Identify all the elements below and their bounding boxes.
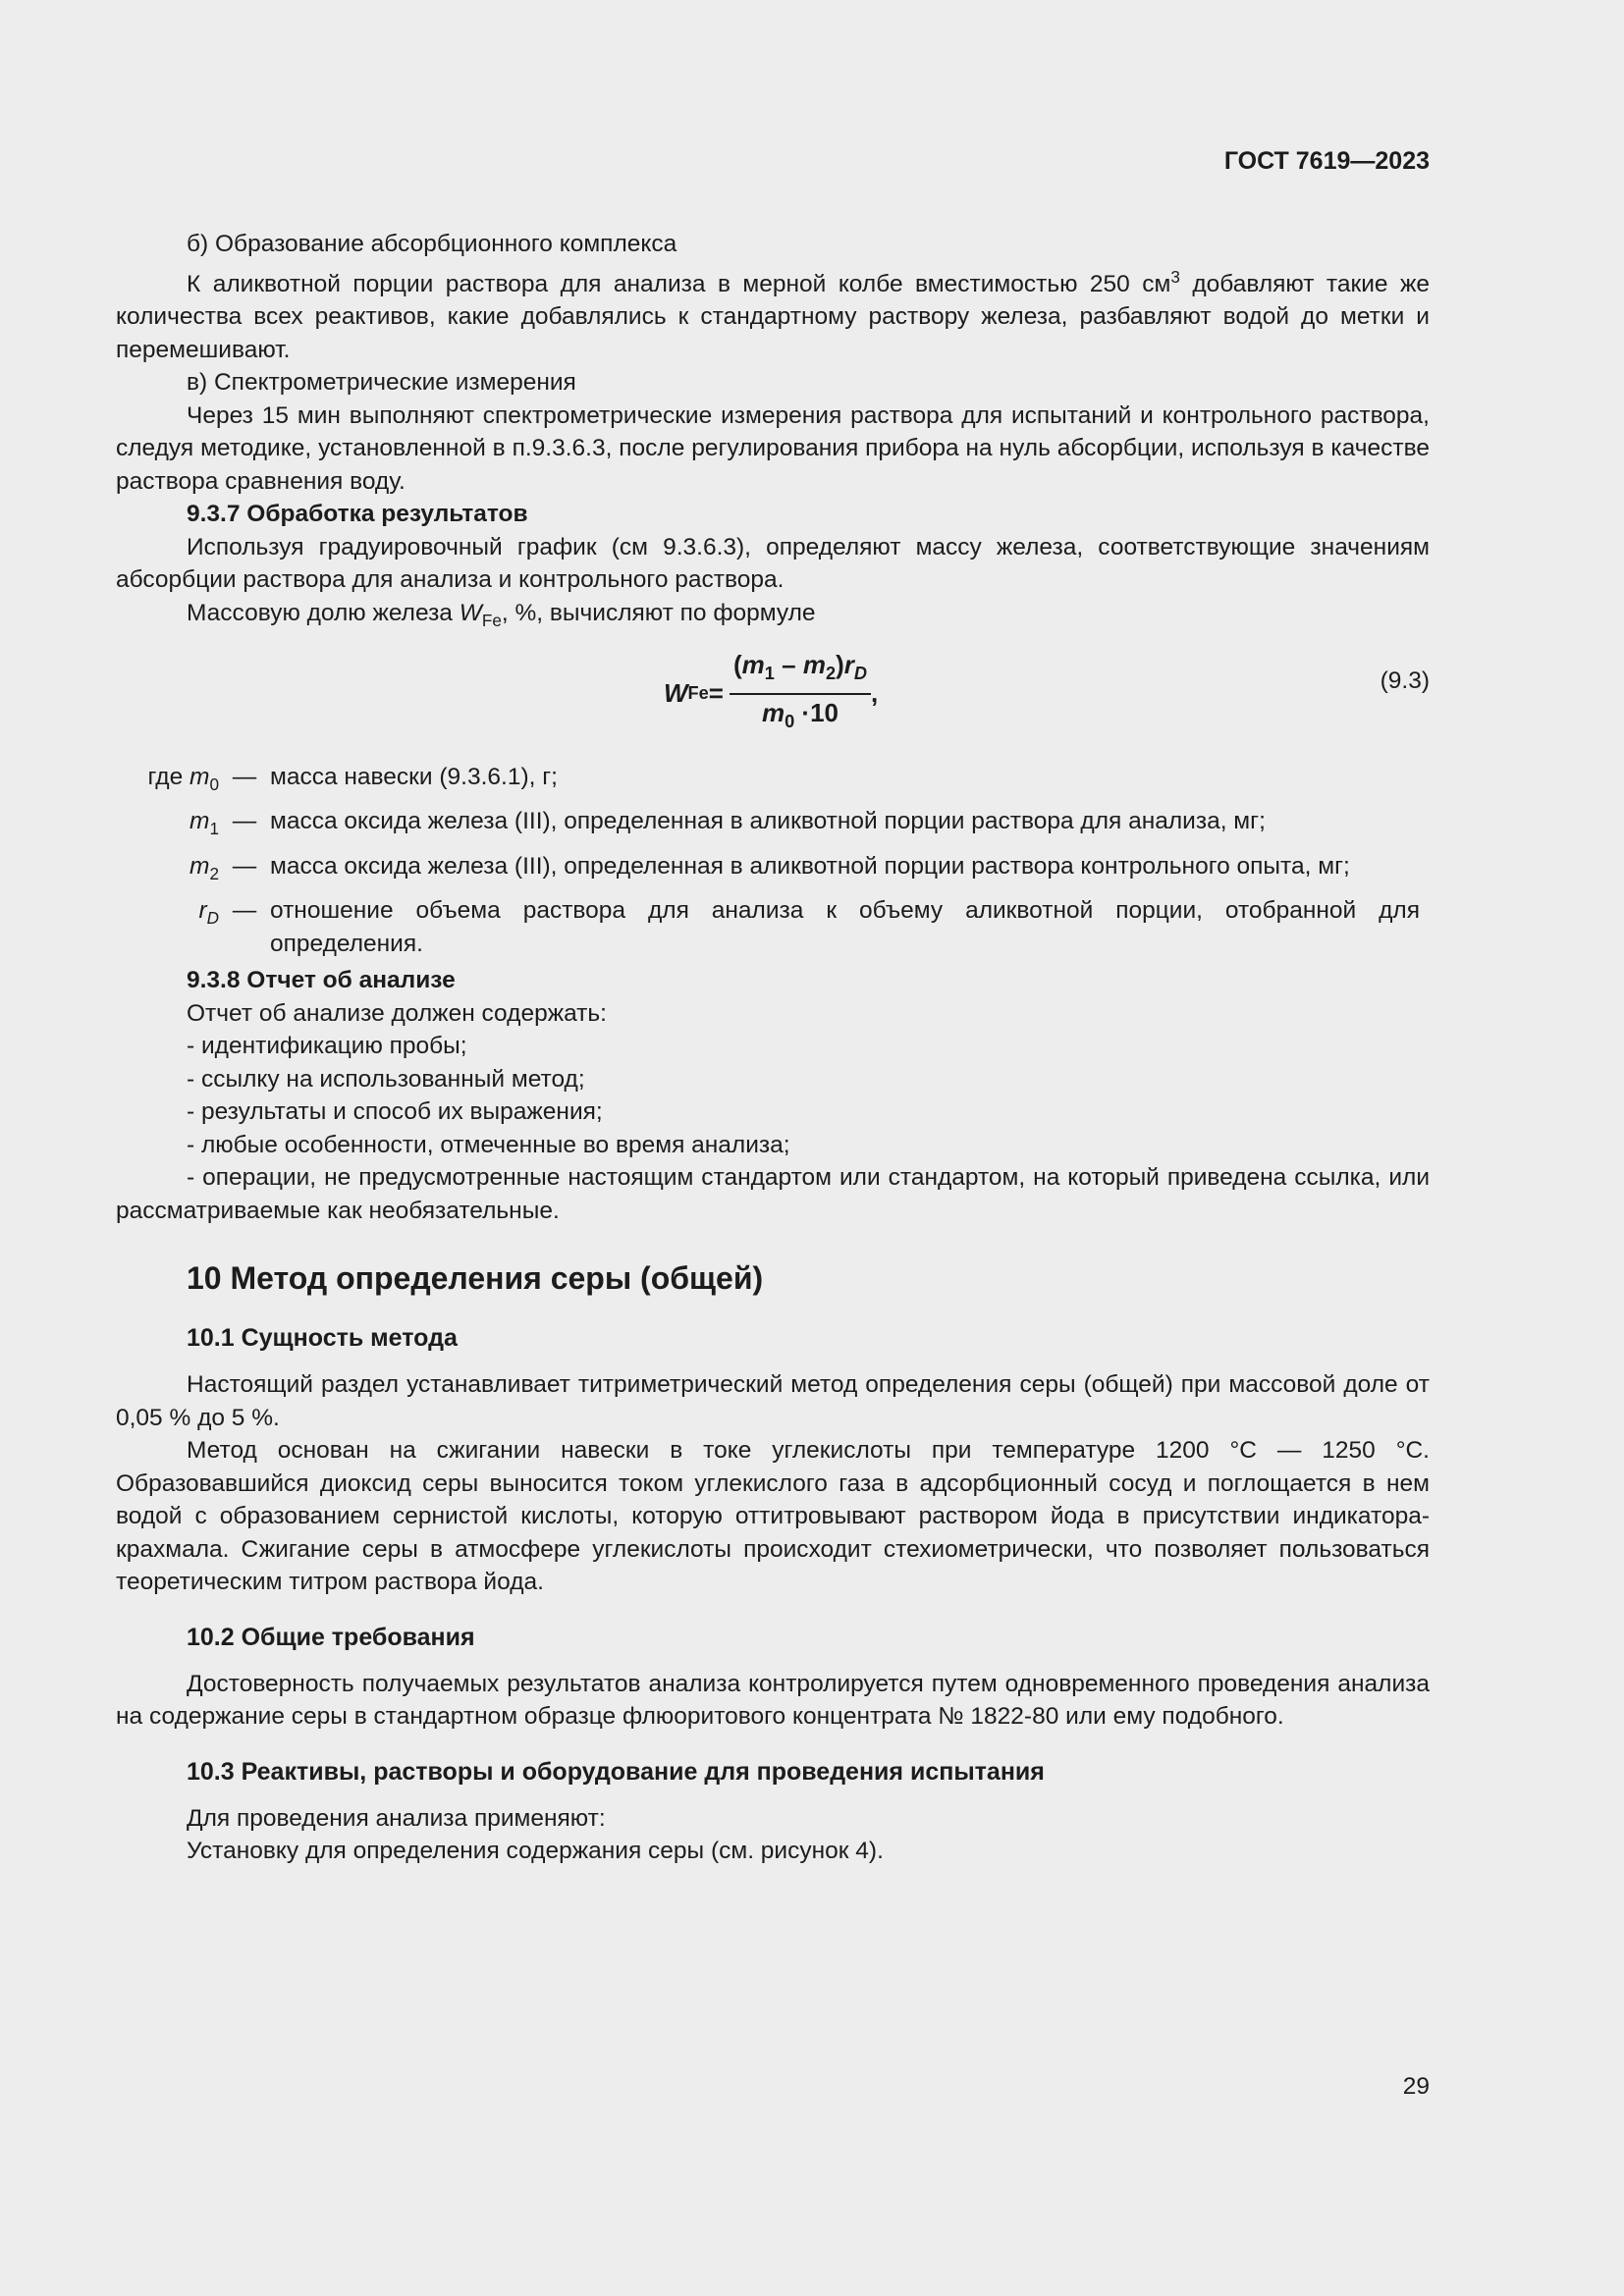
formula-trailing-comma: , (871, 677, 879, 708)
subscript: 2 (209, 863, 219, 883)
formula-number: (9.3) (1380, 667, 1430, 695)
definition-text: масса навески (9.3.6.1), г; (270, 764, 558, 791)
formula-equals: = (708, 677, 724, 708)
paragraph (116, 261, 1430, 367)
text-span: Массовую долю железа (187, 599, 460, 626)
text-span: добавляют такие же количества всех реактивов, какие добавлялись к стандартному раствору железа, разбавляют водой до метки и перемешивают. (116, 270, 1430, 363)
definition-text: масса оксида железа (III), определенная в аликвотной порции раствора для анализа, мг; (270, 808, 1266, 835)
formula-block (116, 641, 1430, 743)
subscript: 1 (209, 819, 219, 839)
page-number: 29 (1402, 2073, 1430, 2100)
symbol: m (189, 808, 210, 835)
formula-lhs-subscript: Fe (687, 682, 709, 703)
text-span: К аликвотной порции раствора для анализа в мерной колбе вместимостью 250 см (187, 270, 1171, 297)
paragraph: Через 15 мин выполняют спектрометрические измерения раствора для испытаний и контрольного раствора, следуя методике, установленной в п.9.3.6.3, после регулирования прибора на нуль абсорбции, используя в качестве раствора сравнения воду. (116, 401, 1430, 495)
subscript: 0 (209, 774, 219, 794)
definition-symbol (116, 894, 219, 934)
paragraph: Метод основан на сжигании навески в токе углекислоты при температуре 1200 °С — 1250 °С. Образовавшийся диоксид серы выносится током углекислого газа в адсорбционный сосуд и поглощается в нем водой с образованием сернистой кислоты, которую оттитровывают раствором йода в присутствии индикатора-крахмала. Сжигание серы в атмосфере углекислоты происходит стехиометрически, что позволяет пользоваться теоретическим титром раствора йода. (116, 1437, 1430, 1596)
definition-prefix: где (147, 764, 190, 791)
subsection-heading: 10.2 Общие требования (187, 1623, 475, 1651)
var-m2: m (802, 650, 826, 680)
paragraph: в) Спектрометрические измерения (187, 369, 576, 397)
definition-row (116, 850, 1430, 890)
list-item: - любые особенности, отмеченные во время анализа; (187, 1131, 790, 1158)
paragraph: Установку для определения содержания серы (см. рисунок 4). (187, 1838, 884, 1865)
clause-heading: 9.3.8 Отчет об анализе (187, 967, 456, 994)
symbol: m (189, 764, 210, 791)
paragraph: б) Образование абсорбционного комплекса (187, 231, 677, 257)
var-m0-sub: 0 (785, 711, 795, 731)
definition-row (116, 805, 1430, 845)
var-r: r (843, 650, 854, 680)
definition-symbol (116, 761, 219, 801)
definition-symbol (116, 805, 219, 845)
clause-heading: 9.3.7 Обработка результатов (187, 501, 528, 528)
document-code: ГОСТ 7619—2023 (1223, 147, 1430, 175)
var-m2-sub: 2 (825, 664, 837, 684)
subsection-heading: 10.1 Сущность метода (187, 1324, 458, 1353)
formula (664, 649, 878, 738)
page-content (116, 228, 1430, 1868)
formula-numerator (730, 649, 871, 695)
list-item: - идентификацию пробы; (187, 1033, 467, 1060)
definition-text: масса оксида железа (III), определенная в аликвотной порции раствора контрольного опыта, мг; (270, 852, 1350, 880)
paragraph: Используя градуировочный график (см 9.3.6.3), определяют массу железа, соответствующие значениям абсорбции раствора для анализа и контрольного раствора. (116, 533, 1430, 594)
paren-close: ) (836, 650, 844, 680)
definition-dash: — (232, 897, 257, 925)
denominator-rest: ·10 (794, 697, 839, 727)
var-m0: m (761, 697, 785, 727)
formula-denominator (762, 695, 839, 739)
formula-fraction (730, 649, 871, 738)
minus-sign: – (774, 650, 803, 680)
definition-dash: — (232, 764, 257, 791)
paragraph: Отчет об анализе должен содержать: (187, 999, 607, 1027)
definition-row (116, 761, 1430, 801)
subscript: D (206, 908, 219, 929)
list-item: - операции, не предусмотренные настоящим стандартом или стандартом, на который приведена ссылка, или рассматриваемые как необязательные. (116, 1164, 1430, 1224)
subsection-heading: 10.3 Реактивы, растворы и оборудование для проведения испытания (187, 1757, 1045, 1786)
paragraph: Настоящий раздел устанавливает титриметрический метод определения серы (общей) при массовой доле от 0,05 % до 5 %. (116, 1371, 1430, 1431)
paren-open: ( (732, 650, 742, 680)
definition-dash: — (232, 808, 257, 835)
superscript: 3 (1170, 266, 1180, 287)
var-r-sub: D (853, 664, 867, 684)
definition-list (116, 761, 1430, 960)
definition-row (116, 894, 1430, 960)
var-m1: m (741, 650, 765, 680)
paragraph: Достоверность получаемых результатов анализа контролируется путем одновременного проведения анализа на содержание серы в стандартном образце флюоритового концентрата № 1822-80 или ему подобного. (116, 1670, 1430, 1731)
symbol: r (198, 897, 207, 925)
text-span: , %, вычисляют по формуле (501, 599, 816, 626)
formula-lhs: W (664, 677, 688, 708)
paragraph: Для проведения анализа применяют: (187, 1804, 606, 1832)
var-m1-sub: 1 (764, 664, 775, 684)
definition-symbol (116, 850, 219, 890)
definition-text: отношение объема раствора для анализа к объему аликвотной порции, отобранной для определения. (270, 897, 1420, 957)
list-item: - результаты и способ их выражения; (187, 1098, 603, 1126)
symbol: W (459, 599, 482, 626)
definition-dash: — (232, 852, 257, 880)
subscript: Fe (481, 610, 502, 630)
section-heading: 10 Метод определения серы (общей) (187, 1260, 764, 1297)
symbol: m (189, 852, 210, 880)
paragraph (116, 597, 1430, 637)
list-item: - ссылку на использованный метод; (187, 1065, 585, 1093)
